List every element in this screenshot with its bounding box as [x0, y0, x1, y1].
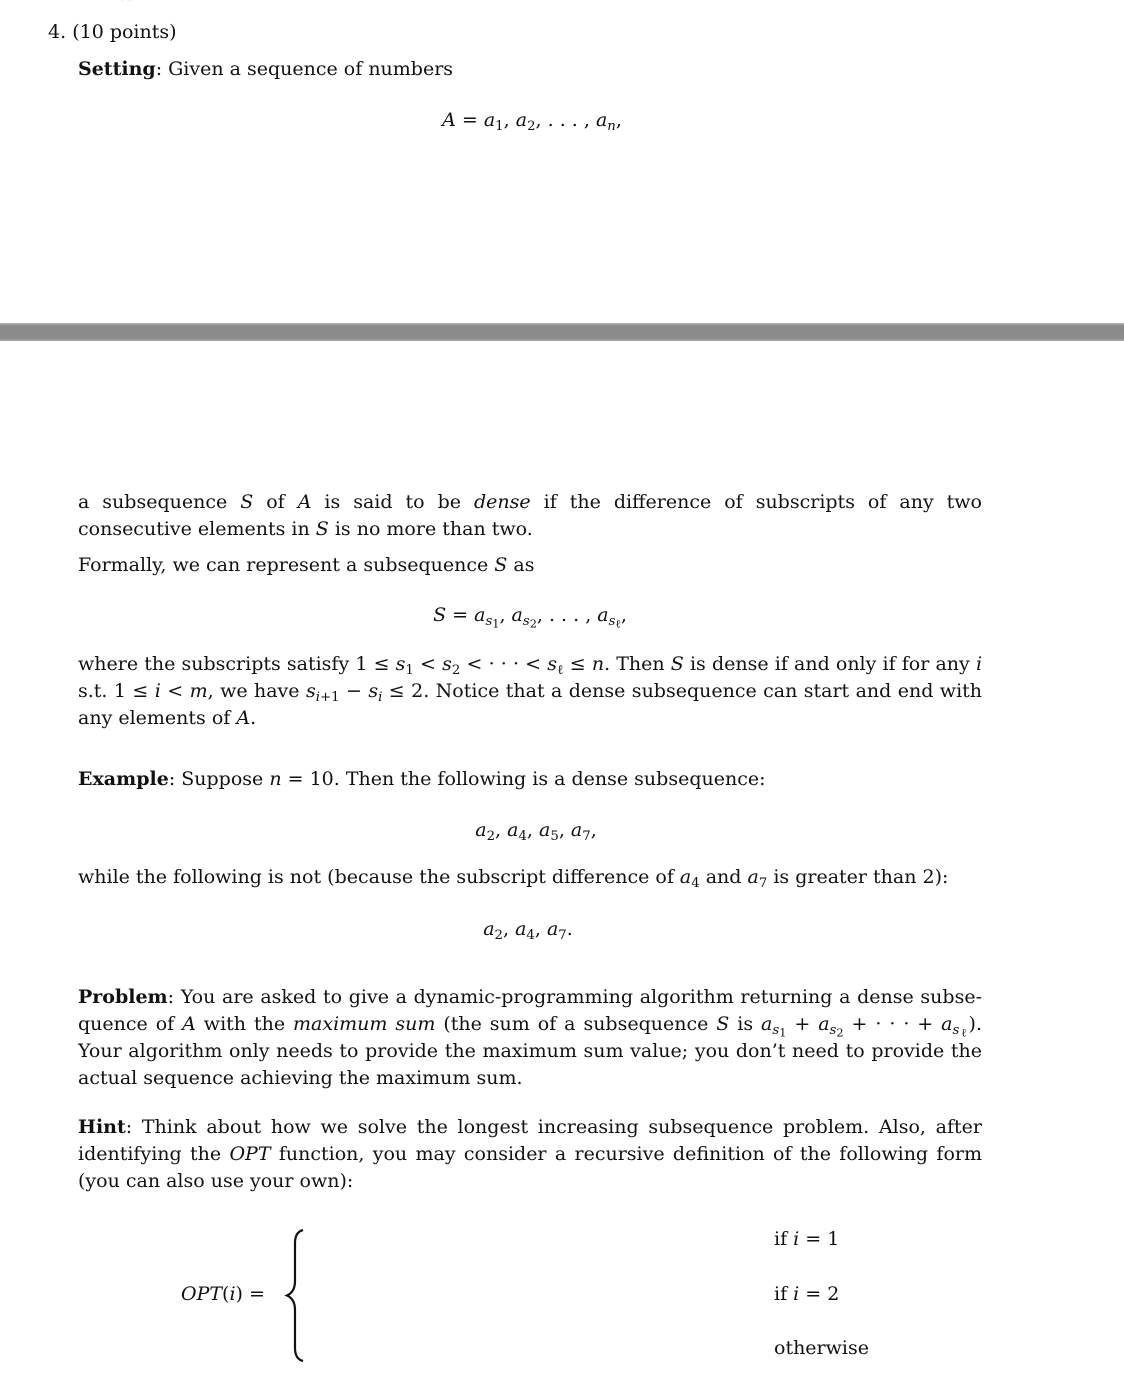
sequence-equation: $A = a_1$, $a_2$, . . . , $a_n$, — [442, 109, 622, 134]
opt-term: OPT — [229, 1143, 271, 1165]
hint-paragraph: Hint: Think about how we solve the longest increasing subsequence problem. Also, after identifying the OPT function, you may consider a recursive definition of the following form (you can also use your own): — [78, 1116, 982, 1192]
setting-paragraph — [78, 56, 982, 83]
dense-term: dense — [474, 491, 531, 513]
non-dense-example-sequence: $a_2$, $a_4$, $a_7$. — [483, 918, 573, 943]
setting-label: Setting — [78, 58, 156, 80]
left-brace — [284, 1229, 306, 1362]
problem-header — [48, 19, 177, 46]
subsequence-equation: $S = a_{s_1}$, $a_{s_2}$, . . . , $a_{s_\ell}$, — [433, 604, 627, 631]
dense-definition: a subsequence S of A is said to be dense if the difference of subscripts of any two consecutive elements in S is no more than two. — [78, 491, 982, 540]
example-label: Example — [78, 768, 169, 790]
setting-intro: : Given a sequence of numbers — [155, 58, 454, 80]
example-paragraph: Example: Suppose n = 10. Then the following is a dense subsequence: — [78, 768, 766, 790]
problem-points: (10 points) — [72, 21, 177, 43]
problem-statement: Problem: You are asked to give a dynamic-programming algorithm returning a dense subse-quence of A with the maximum sum (the sum of a subsequence S is $a_{s_1} + a_{s_2}$ + · · · + $a_{s_\ell}$). Your algorithm only needs to provide the maximum sum value; you don’t need to provide the actual sequence achieving the maximum sum. — [78, 986, 982, 1089]
subscript-conditions: where the subscripts satisfy $1 \le s_1 < s_2$ < · · · < $s_\ell \le n$. Then S is dense if and only if for any i s.t. 1 ≤ i < m, we have $s_{i+1} - s_i \le 2$. Notice that a dense subsequence can start and end with any elements of A. — [78, 653, 983, 729]
dense-example-sequence: $a_2$, $a_4$, $a_5$, $a_7$, — [475, 819, 597, 844]
formal-intro: Formally, we can represent a subsequence S as — [78, 554, 535, 576]
non-dense-explanation: while the following is not (because the subscript difference of $a_4$ and $a_7$ is greater than 2): — [78, 866, 949, 891]
page-divider — [0, 323, 1124, 341]
problem-number: 4. — [48, 21, 67, 43]
previous-page-fragment — [120, 0, 190, 2]
case-i-equals-1: if i = 1 — [774, 1228, 840, 1250]
recurrence-lhs: OPT(i) = — [181, 1283, 265, 1305]
case-otherwise: otherwise — [774, 1337, 869, 1359]
case-i-equals-2: if i = 2 — [774, 1283, 840, 1305]
hint-label: Hint — [78, 1116, 126, 1138]
max-sum-term: maximum sum — [293, 1013, 436, 1035]
problem-label: Problem — [78, 986, 168, 1008]
